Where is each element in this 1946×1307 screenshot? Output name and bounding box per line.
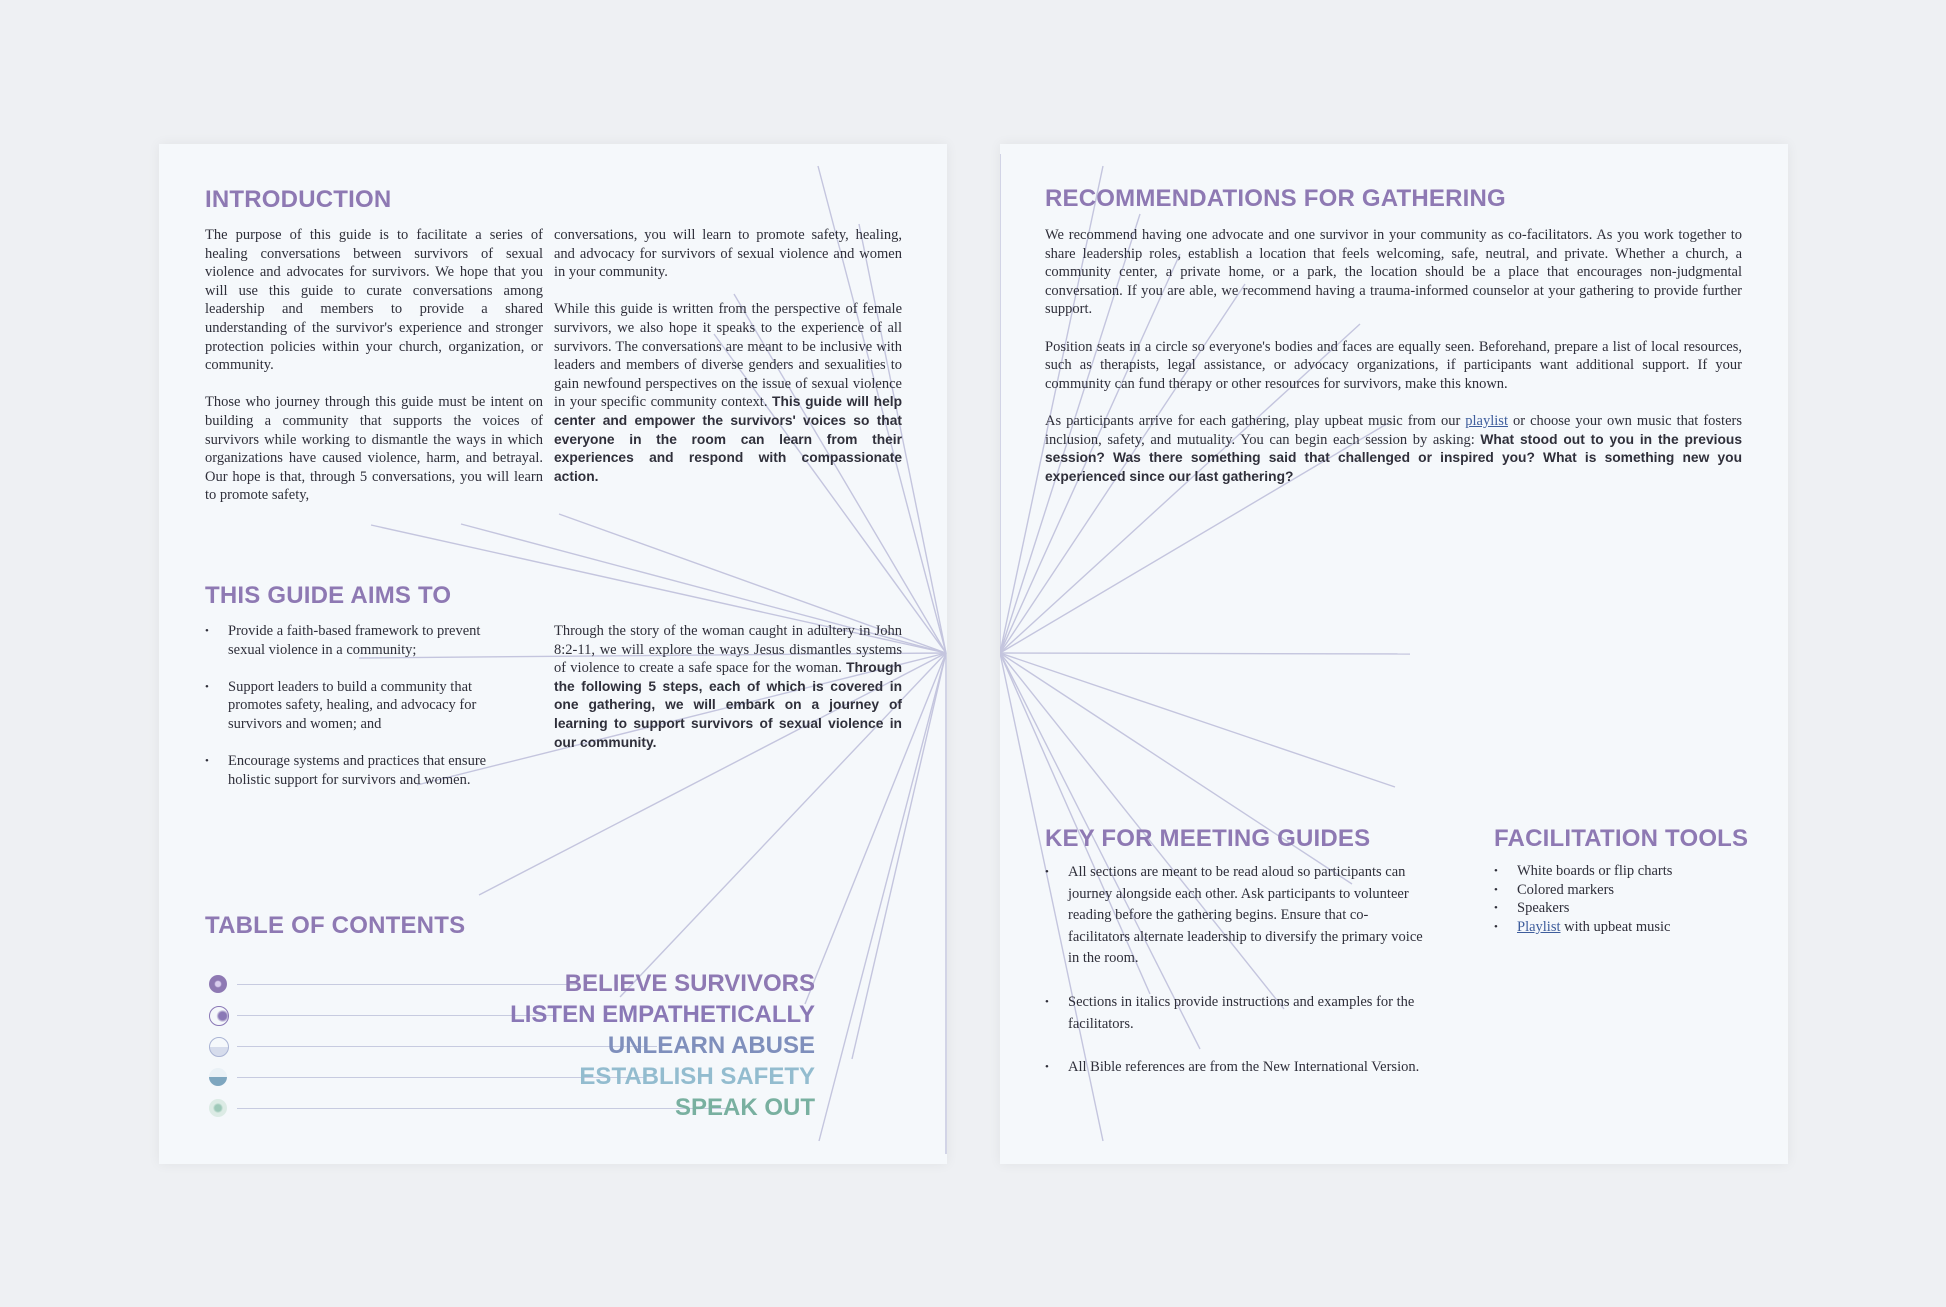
playlist-link[interactable]: playlist	[1465, 412, 1508, 429]
aims-heading: THIS GUIDE AIMS TO	[205, 582, 452, 609]
aims-item: • Encourage systems and practices that ensure holistic support for survivors and women.	[205, 752, 515, 789]
toc-label: LISTEN EMPATHETICALLY	[510, 1001, 815, 1028]
introduction-column-2	[554, 226, 902, 486]
sunburst-ray	[1000, 653, 1410, 654]
toc-label: BELIEVE SURVIVORS	[564, 970, 815, 997]
toc-item-listen-empathetically[interactable]	[209, 1003, 815, 1027]
toc-label: ESTABLISH SAFETY	[579, 1063, 815, 1090]
aims-emphasis: Through the following 5 steps, each of which is covered in one gathering, we will embark on a journey of learning to support survivors of sexual violence in our community.	[554, 660, 902, 750]
sunburst-ray	[1000, 653, 1395, 787]
toc-item-believe-survivors[interactable]	[209, 972, 815, 996]
aims-item: • Provide a faith-based framework to prevent sexual violence in a community;	[205, 622, 515, 659]
key-item: • All Bible references are from the New International Version.	[1045, 1057, 1427, 1079]
toc-leader-line	[237, 1046, 657, 1047]
key-item: • All sections are meant to be read aloud so participants can journey alongside each other. Ask participants to volunteer reading before the gathering begins. Ensure that co-facilitators alternate leadership to diversify the primary voice in the room.	[1045, 862, 1427, 970]
toc-label: UNLEARN ABUSE	[607, 1032, 815, 1059]
speak-icon	[209, 1099, 227, 1117]
unlearn-icon	[209, 1037, 229, 1057]
key-heading: KEY FOR MEETING GUIDES	[1045, 825, 1371, 852]
tools-item: • Playlist with upbeat music	[1494, 918, 1754, 937]
playlist-tool-link[interactable]: Playlist	[1517, 918, 1561, 935]
toc-label: SPEAK OUT	[674, 1094, 815, 1121]
safety-icon	[209, 1068, 227, 1086]
toc-item-unlearn-abuse[interactable]	[209, 1034, 815, 1058]
recommendations-body	[1045, 226, 1742, 486]
introduction-emphasis: This guide will help center and empower the survivors' voices so that everyone in the room can learn from their experiences and respond with compassionate action.	[554, 394, 903, 484]
recommendations-paragraph: As participants arrive for each gathering, play upbeat music from our playlist or choose your own music that fosters inclusion, safety, and mutuality. You can begin each session by asking: What stood out to you in the previous session? Was there something said that challenged or inspired you? What is something new you experienced since our last gathering?	[1045, 412, 1742, 484]
key-item: • Sections in italics provide instructions and examples for the facilitators.	[1045, 992, 1427, 1035]
tools-item: • White boards or flip charts	[1494, 862, 1754, 881]
tools-item: • Speakers	[1494, 899, 1754, 918]
recommendations-paragraph: We recommend having one advocate and one survivor in your community as co-facilitators. As you work together to share leadership roles, establish a location that feels welcoming, safe, neutral, and private. Whether a church, a community center, a private home, or a park, the location should be a place that encourages non-judgmental conversation. If you are able, we recommend having a trauma-informed counselor at your gathering to provide further support.	[1045, 227, 1742, 318]
toc-leader-line	[237, 1108, 727, 1109]
toc-leader-line	[237, 984, 577, 985]
opening-questions: What stood out to you in the previous session? Was there something said that challenged or inspired you? What is something new you experienced since our last gathering?	[1045, 431, 1742, 484]
tools-list	[1494, 862, 1754, 936]
aims-list	[205, 622, 515, 789]
tools-heading: FACILITATION TOOLS	[1494, 825, 1749, 852]
toc-item-establish-safety[interactable]	[209, 1065, 815, 1089]
aims-item: • Support leaders to build a community that promotes safety, healing, and advocacy for survivors and women; and	[205, 678, 515, 734]
key-list	[1045, 862, 1427, 1079]
introduction-paragraph: Those who journey through this guide must be intent on building a community that supports the voices of survivors while working to dismantle the ways in which organizations have caused violence, harm, and betrayal. Our hope is that, through 5 conversations, you will learn to promote safety,	[205, 394, 543, 504]
toc-heading: TABLE OF CONTENTS	[205, 912, 466, 939]
recommendations-paragraph: Position seats in a circle so everyone's bodies and faces are equally seen. Beforehand, prepare a list of local resources, such as therapists, legal assistance, or advocacy organizations, if participants want additional support. If your community can fund therapy or other resources for survivors, make this known.	[1045, 338, 1742, 392]
tools-item: • Colored markers	[1494, 881, 1754, 900]
right-page	[1000, 144, 1788, 1164]
introduction-paragraph: conversations, you will learn to promote safety, healing, and advocacy for survivors of sexual violence and women in your community.	[554, 227, 902, 281]
introduction-paragraph: While this guide is written from the perspective of female survivors, we also hope it speaks to the experience of all survivors. The conversations are meant to be inclusive with leaders and members of diverse genders and sexualities to gain newfound perspectives on the issue of sexual violence in your specific community context. This guide will help center and empower the survivors' voices so that everyone in the room can learn from their experiences and respond with compassionate action.	[554, 301, 903, 484]
introduction-heading: INTRODUCTION	[205, 186, 392, 213]
recommendations-heading: RECOMMENDATIONS FOR GATHERING	[1045, 185, 1506, 212]
listen-icon	[209, 1006, 229, 1026]
believe-icon	[209, 975, 227, 993]
left-page	[159, 144, 947, 1164]
toc-item-speak-out[interactable]	[209, 1096, 815, 1120]
introduction-column-1	[205, 226, 543, 505]
introduction-paragraph: The purpose of this guide is to facilitate a series of healing conversations between survivors of sexual violence and advocates for survivors. We hope that you will use this guide to curate conversations among leadership and members to provide a shared understanding of the survivor's experience and stronger protection policies within your church, organization, or community.	[205, 227, 543, 374]
aims-side-text: Through the story of the woman caught in adultery in John 8:2-11, we will explore the ways Jesus dismantles systems of violence to create a safe space for the woman. Through the following 5 steps, each of which is covered in one gathering, we will embark on a journey of learning to support survivors of sexual violence in our community.	[554, 623, 902, 750]
toc-leader-line	[237, 1015, 555, 1016]
